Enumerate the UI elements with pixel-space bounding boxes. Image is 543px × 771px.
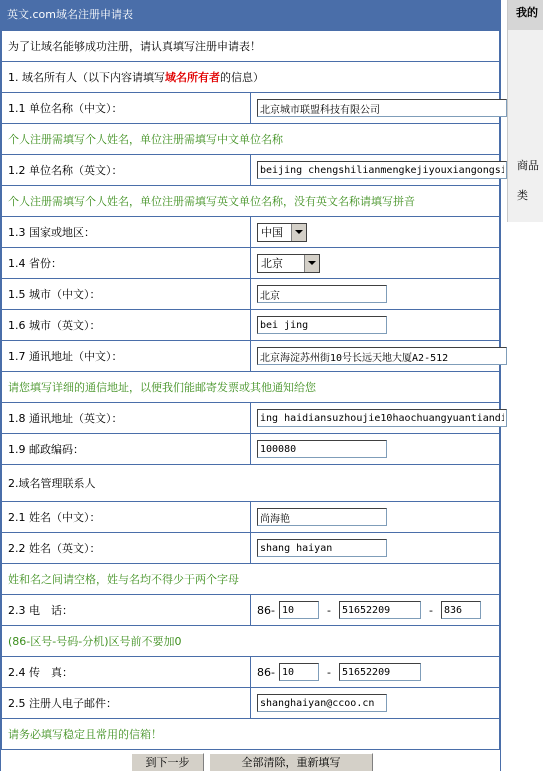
addr-cn-input[interactable]: [257, 347, 507, 365]
country-select[interactable]: 中国: [257, 223, 307, 242]
phone-number-input[interactable]: [339, 601, 421, 619]
chevron-down-icon: [291, 224, 306, 241]
hint-name: 姓和名之间请空格，姓与名均不得少于两个字母: [2, 564, 500, 595]
reset-button[interactable]: 全部清除，重新填写: [209, 753, 373, 771]
intro-text: 为了让域名能够成功注册，请认真填写注册申请表！: [2, 31, 500, 62]
fax-country-code: 86-: [257, 665, 275, 679]
addr-en-label: 1.8 通讯地址（英文）：: [2, 403, 251, 434]
city-cn-label: 1.5 城市（中文）：: [2, 279, 251, 310]
phone-dash-2: -: [428, 603, 433, 617]
hint-email: 请务必填写稳定且常用的信箱！: [2, 719, 500, 750]
chevron-down-icon: [304, 255, 319, 272]
hint-address: 请您填写详细的通信地址，以便我们能邮寄发票或其他通知给您: [2, 372, 500, 403]
email-label: 2.5 注册人电子邮件：: [2, 688, 251, 719]
email-input[interactable]: [257, 694, 387, 712]
form-title: 英文.com域名注册申请表: [1, 0, 500, 30]
side-panel-heading: 我的: [508, 0, 543, 30]
side-panel: [507, 0, 543, 222]
owner-highlight: 域名所有者: [165, 71, 220, 84]
name-cn-input[interactable]: [257, 508, 387, 526]
city-cn-input[interactable]: [257, 285, 387, 303]
org-en-input[interactable]: [257, 161, 507, 179]
fax-dash: -: [326, 665, 331, 679]
hint-phone: (86-区号-号码-分机)区号前不要加0: [2, 626, 500, 657]
org-cn-input[interactable]: [257, 99, 507, 117]
phone-dash-1: -: [326, 603, 331, 617]
country-label: 1.3 国家或地区：: [2, 217, 251, 248]
name-en-label: 2.2 姓名（英文）：: [2, 533, 251, 564]
phone-area-input[interactable]: [279, 601, 319, 619]
org-cn-label: 1.1 单位名称（中文）：: [2, 93, 251, 124]
fax-area-input[interactable]: [279, 663, 319, 681]
phone-ext-input[interactable]: [441, 601, 481, 619]
next-step-button[interactable]: 到下一步: [131, 753, 204, 771]
province-label: 1.4 省份：: [2, 248, 251, 279]
section-contact-heading: 2.域名管理联系人: [2, 465, 500, 502]
section-owner-heading: 1. 域名所有人（以下内容请填写域名所有者的信息）: [2, 62, 500, 93]
fax-label: 2.4 传 真：: [2, 657, 251, 688]
side-item-goods[interactable]: 商品: [517, 159, 539, 172]
hint-org-cn: 个人注册需填写个人姓名，单位注册需填写中文单位名称: [2, 124, 500, 155]
city-en-label: 1.6 城市（英文）：: [2, 310, 251, 341]
side-item-category[interactable]: 类: [517, 189, 528, 202]
zip-input[interactable]: [257, 440, 387, 458]
fax-number-input[interactable]: [339, 663, 421, 681]
province-select[interactable]: 北京: [257, 254, 320, 273]
addr-en-input[interactable]: [257, 409, 507, 427]
name-cn-label: 2.1 姓名（中文）：: [2, 502, 251, 533]
form-table: [1, 30, 500, 750]
hint-org-en: 个人注册需填写个人姓名，单位注册需填写英文单位名称，没有英文名称请填写拼音: [2, 186, 500, 217]
org-en-label: 1.2 单位名称（英文）：: [2, 155, 251, 186]
phone-country-code: 86-: [257, 603, 275, 617]
button-row: [1, 750, 500, 771]
phone-label: 2.3 电 话：: [2, 595, 251, 626]
zip-label: 1.9 邮政编码：: [2, 434, 251, 465]
addr-cn-label: 1.7 通讯地址（中文）：: [2, 341, 251, 372]
name-en-input[interactable]: [257, 539, 387, 557]
city-en-input[interactable]: [257, 316, 387, 334]
